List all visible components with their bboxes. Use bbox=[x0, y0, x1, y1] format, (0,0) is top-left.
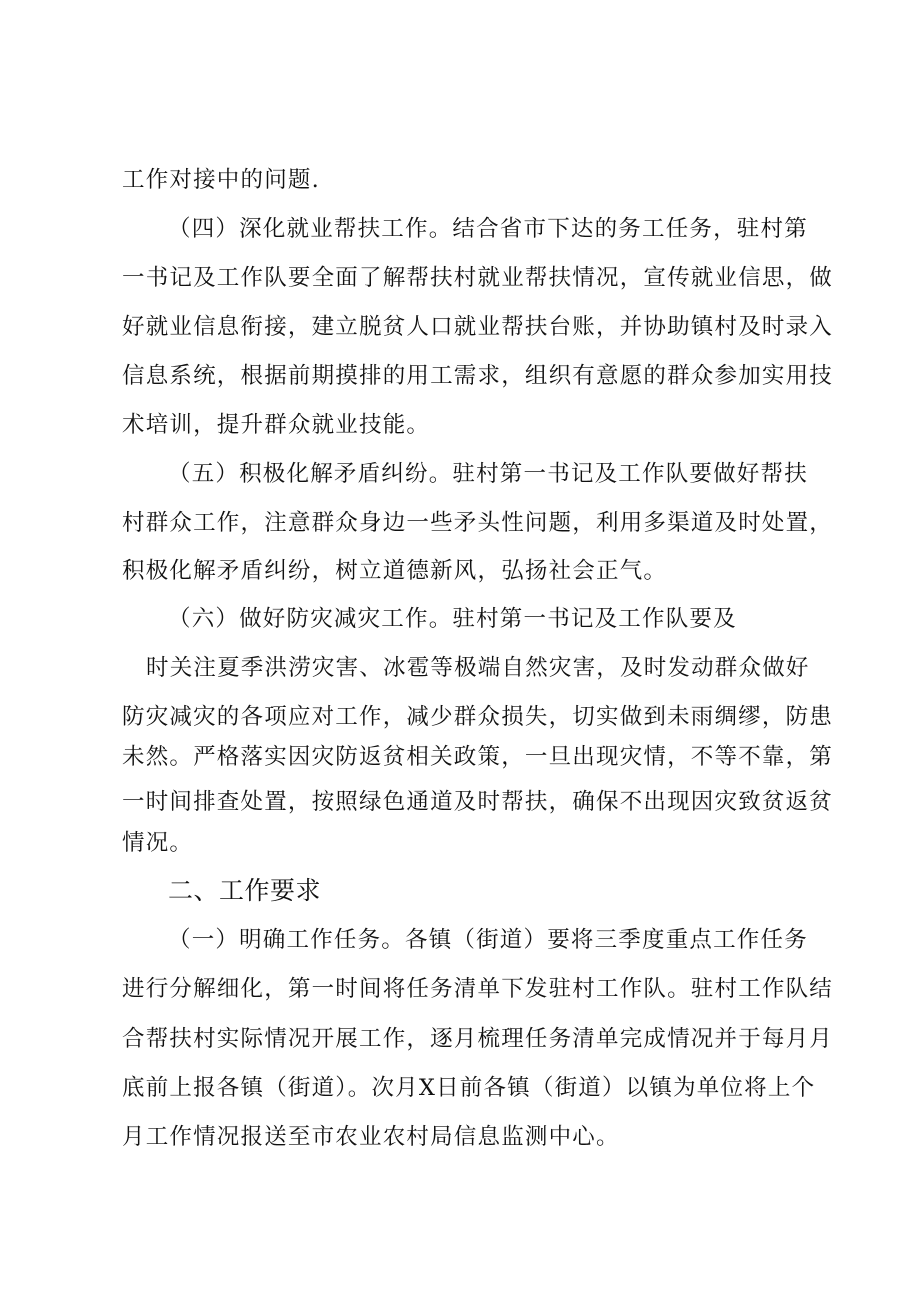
paragraph-line: 积极化解矛盾纠纷，树立道德新风，弘扬社会正气。 bbox=[122, 558, 668, 584]
paragraph-line: 村群众工作，注意群众身边一些矛头性问题，利用多渠道及时处置， bbox=[122, 510, 834, 536]
paragraph-line: 一书记及工作队要全面了解帮扶村就业帮扶情况，宣传就业信思，做 bbox=[122, 265, 834, 291]
paragraph-line: 合帮扶村实际情况开展工作，逐月梳理任务清单完成情况并于每月月 bbox=[122, 1026, 834, 1052]
paragraph-line: 好就业信息衔接，建立脱贫人口就业帮扶台账，并协助镇村及时录入 bbox=[122, 314, 834, 340]
paragraph-line: （五）积极化解矛盾纠纷。驻村第一书记及工作队要做好帮扶 bbox=[168, 461, 808, 487]
paragraph-line: 未然。严格落实因灾防返贫相关政策，一旦出现灾情，不等不靠，第 bbox=[122, 744, 834, 770]
paragraph-line: 月工作情况报送至市农业农村局信息监测中心。 bbox=[122, 1124, 620, 1150]
paragraph-line: （四）深化就业帮扶工作。结合省市下达的务工任务，驻村第 bbox=[168, 216, 808, 242]
paragraph-line: 术培训，提升群众就业技能。 bbox=[122, 412, 431, 438]
paragraph-line: （六）做好防灾减灾工作。驻村第一书记及工作队要及 bbox=[168, 606, 737, 632]
paragraph-line: （一）明确工作任务。各镇（街道）要将三季度重点工作任务 bbox=[168, 927, 808, 953]
paragraph-line: 一时间排查处置，按照绿色通道及时帮扶，确保不出现因灾致贫返贫 bbox=[122, 789, 834, 815]
paragraph-line: 底前上报各镇（街道）。次月X日前各镇（街道）以镇为单位将上个 bbox=[122, 1075, 816, 1101]
paragraph-line: 时关注夏季洪涝灾害、冰雹等极端自然灾害，及时发动群众做好 bbox=[146, 655, 810, 681]
paragraph-line: 工作对接中的问题. bbox=[122, 167, 320, 193]
paragraph-line: 进行分解细化，第一时间将任务清单下发驻村工作队。驻村工作队结 bbox=[122, 976, 834, 1002]
paragraph-line: 信息系统，根据前期摸排的用工需求，组织有意愿的群众参加实用技 bbox=[122, 363, 834, 389]
paragraph-line: 防灾减灾的各项应对工作，减少群众损失，切实做到未雨绸缪，防患 bbox=[122, 704, 834, 730]
section-heading: 二、工作要求 bbox=[168, 876, 322, 905]
paragraph-line: 情况。 bbox=[122, 830, 194, 856]
